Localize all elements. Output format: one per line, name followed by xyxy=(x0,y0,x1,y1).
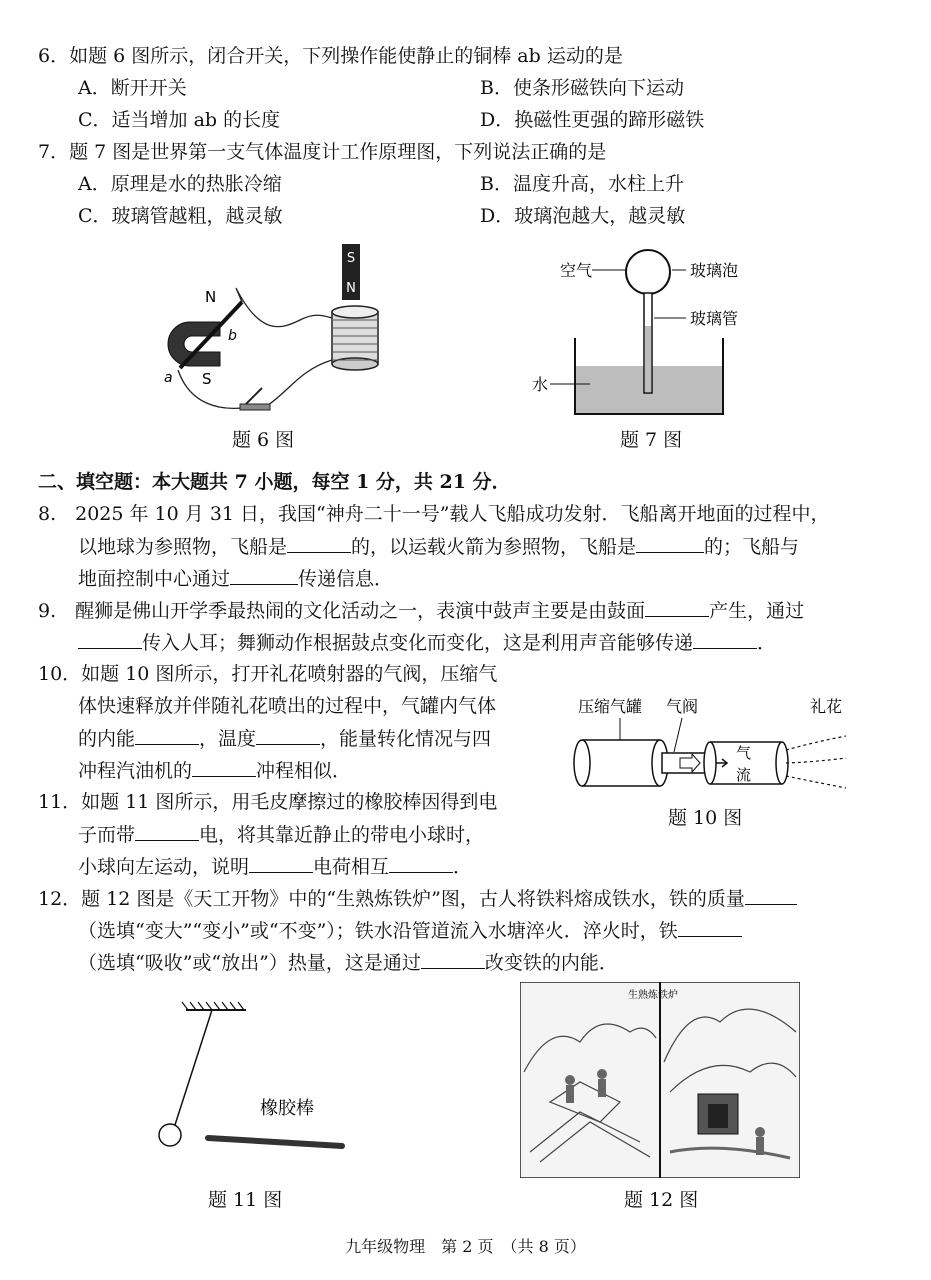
gas-flow-label-2: 流 xyxy=(736,766,752,784)
figure-12-caption: 题 12 图 xyxy=(624,1189,699,1211)
blank[interactable] xyxy=(636,534,704,553)
figure-12-woodblock-illustration xyxy=(520,982,800,1178)
q10-line-2: 体快速释放并伴随礼花喷出的过程中，气罐内气体 xyxy=(78,695,497,717)
blank[interactable] xyxy=(135,822,199,841)
figure-7-caption: 题 7 图 xyxy=(620,429,683,451)
q11-line-2: 子而带 电，将其靠近静止的带电小球时， xyxy=(78,824,485,846)
q7-option-d: D．玻璃泡越大，越灵敏 xyxy=(480,205,686,227)
glass-bulb xyxy=(626,250,670,294)
figure-6-caption: 题 6 图 xyxy=(232,429,295,451)
figure-7 xyxy=(520,238,780,423)
rod-end-b: b xyxy=(228,328,237,344)
tube-label: 玻璃管 xyxy=(690,309,739,328)
q6-option-d: D．换磁性更强的蹄形磁铁 xyxy=(480,109,705,131)
bar-magnet-n-label: N xyxy=(346,281,356,296)
q12-line-3: （选填“吸收”或“放出”）热量，这是通过 改变铁的内能． xyxy=(78,952,618,974)
blank[interactable] xyxy=(249,854,313,873)
q6-option-c: C．适当增加 ab 的长度 xyxy=(78,109,281,131)
q6-option-a: A．断开开关 xyxy=(78,77,187,99)
bar-magnet-s-label: S xyxy=(346,251,356,266)
switch xyxy=(240,388,270,410)
page-footer: 九年级物理 第 2 页 （共 8 页） xyxy=(345,1237,586,1256)
q9-line-2: 传入人耳；舞狮动作根据鼓点变化而变化，这是利用声音能够传递 ． xyxy=(78,630,776,655)
q7-option-b: B．温度升高，水柱上升 xyxy=(480,173,684,195)
blank[interactable] xyxy=(192,758,256,777)
q8-line-3: 地面控制中心通过 传递信息． xyxy=(78,568,394,590)
wire-top xyxy=(236,288,332,327)
thread xyxy=(174,1010,212,1128)
rod-end-a: a xyxy=(164,370,173,386)
q7-option-c: C．玻璃管越粗，越灵敏 xyxy=(78,205,283,227)
gas-flow-label-1: 气 xyxy=(736,744,752,762)
rubber-rod xyxy=(208,1138,342,1146)
blank[interactable] xyxy=(389,854,453,873)
blank[interactable] xyxy=(745,886,797,905)
solenoid-coil xyxy=(332,306,378,370)
figure-10 xyxy=(570,690,860,800)
bulb-label: 玻璃泡 xyxy=(690,261,739,280)
magnet-s-label: S xyxy=(202,370,212,388)
blank[interactable] xyxy=(135,726,199,745)
blank[interactable] xyxy=(287,534,351,553)
q10-line-1: 10．如题 10 图所示，打开礼花喷射器的气阀，压缩气 xyxy=(38,663,498,685)
horseshoe-magnet xyxy=(168,322,220,366)
charged-ball xyxy=(159,1124,181,1146)
blank[interactable] xyxy=(230,566,298,585)
magnet-n-label: N xyxy=(205,288,217,306)
blank[interactable] xyxy=(421,950,485,969)
q7-stem: 7．题 7 图是世界第一支气体温度计工作原理图，下列说法正确的是 xyxy=(38,141,607,163)
q12-line-1: 12．题 12 图是《天工开物》中的“生熟炼铁炉”图，古人将铁料熔成铁水，铁的质量 xyxy=(38,886,797,911)
valve-label: 气阀 xyxy=(666,697,699,716)
tank-label: 压缩气罐 xyxy=(578,697,643,716)
q9-line-1: 9. 醒狮是佛山开学季最热闹的文化活动之一，表演中鼓声主要是由鼓面 产生，通过 xyxy=(38,600,805,622)
q6-option-b: B．使条形磁铁向下运动 xyxy=(480,77,684,99)
fireworks-streams xyxy=(786,736,846,788)
figure-10-caption: 题 10 图 xyxy=(668,807,743,829)
blank[interactable] xyxy=(693,630,757,649)
blank[interactable] xyxy=(678,918,742,937)
q8-line-2: 以地球为参照物，飞船是 的，以运载火箭为参照物，飞船是 的；飞船与 xyxy=(78,536,800,558)
illustration-title: 生熟炼铁炉 xyxy=(628,990,678,1001)
compressed-gas-tank xyxy=(574,740,668,786)
blank[interactable] xyxy=(78,630,142,649)
q11-line-1: 11．如题 11 图所示，用毛皮摩擦过的橡胶棒因得到电 xyxy=(38,791,498,813)
q11-line-3: 小球向左运动，说明 电荷相互 ． xyxy=(78,856,473,878)
blank[interactable] xyxy=(256,726,320,745)
figure-11 xyxy=(150,1000,360,1160)
q8-line-1: 8. 2025 年 10 月 31 日，我国“神舟二十一号”载人飞船成功发射．飞船离开地面的过程中， xyxy=(38,503,830,525)
q10-line-3: 的内能 ，温度 ，能量转化情况与四 xyxy=(78,728,492,750)
q6-stem: 6．如题 6 图所示，闭合开关，下列操作能使静止的铜棒 ab 运动的是 xyxy=(38,45,623,67)
q10-line-4: 冲程汽油机的 冲程相似． xyxy=(78,760,352,782)
water-label: 水 xyxy=(532,375,549,394)
air-label: 空气 xyxy=(560,261,593,280)
water-column xyxy=(645,326,651,392)
rod-label: 橡胶棒 xyxy=(260,1098,314,1119)
blank[interactable] xyxy=(645,598,709,617)
q7-option-a: A．原理是水的热胀冷缩 xyxy=(78,173,282,195)
figure-6 xyxy=(150,240,410,420)
section-2-heading: 二、填空题：本大题共 7 小题，每空 1 分，共 21 分． xyxy=(38,471,511,493)
flower-label: 礼花 xyxy=(810,697,843,716)
q12-line-2: （选填“变大”“变小”或“不变”）；铁水沿管道流入水塘淬火．淬火时，铁 xyxy=(78,918,742,943)
figure-11-caption: 题 11 图 xyxy=(208,1189,283,1211)
